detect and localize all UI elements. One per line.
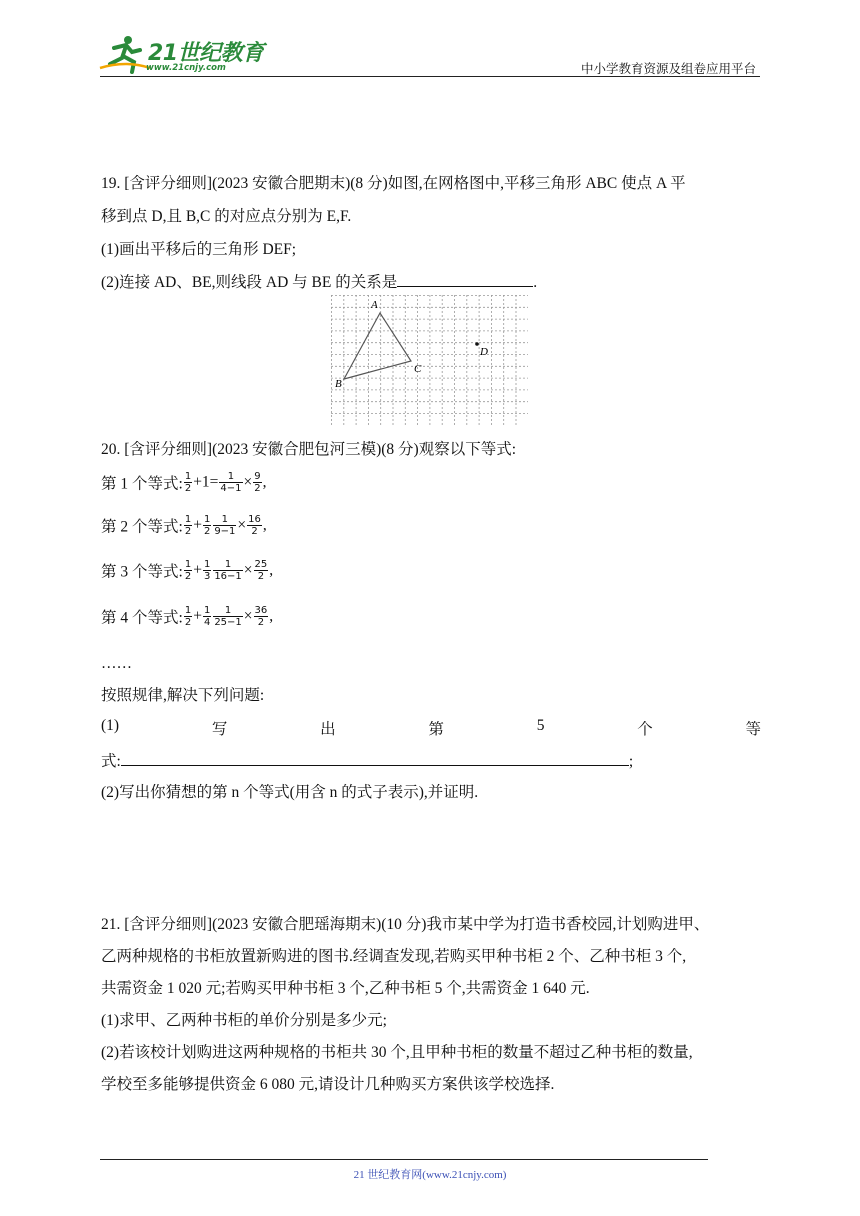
times-sign: × <box>243 561 253 579</box>
q20-part1-word: (1) <box>101 717 120 734</box>
fraction-square <box>247 514 262 537</box>
q20-part1-word: 出 <box>320 721 336 738</box>
operator: + <box>193 516 202 534</box>
q20-part1-end: ; <box>628 753 634 770</box>
q20-part1-word: 第 <box>428 721 444 738</box>
fraction-square <box>254 605 269 628</box>
denominator: 3 <box>203 571 211 582</box>
label-b: B <box>335 378 342 390</box>
denominator: 2 <box>203 526 211 537</box>
denominator: 4−1 <box>220 483 242 494</box>
numerator: 36 <box>254 605 268 616</box>
q21-part1: (1)求甲、乙两种书柜的单价分别是多少元; <box>101 1012 387 1029</box>
denominator: 9−1 <box>214 526 236 537</box>
denominator: 2 <box>184 617 192 628</box>
q21-stem-line3: 共需资金 1 020 元;若购买甲种书柜 3 个,乙种书柜 5 个,共需资金 1 640 元. <box>101 980 590 997</box>
comma: , <box>269 607 274 625</box>
header-divider <box>100 76 760 77</box>
q19-part2-suffix: . <box>533 274 538 291</box>
q19-part2 <box>101 272 537 293</box>
numerator: 1 <box>203 605 211 616</box>
denominator: 2 <box>257 617 265 628</box>
denominator: 2 <box>257 571 265 582</box>
q21-part2-line1: (2)若该校计划购进这两种规格的书柜共 30 个,且甲种书柜的数量不超过乙种书柜的数量, <box>101 1044 693 1061</box>
q20-part1-word: 个 <box>637 721 653 738</box>
label-c: C <box>414 363 422 375</box>
footer-divider <box>100 1159 708 1160</box>
q19-stem-line1: 19. [含评分细则](2023 安徽合肥期末)(8 分)如图,在网格图中,平移三角形 ABC 使点 A 平 <box>101 175 686 192</box>
q19-part1: (1)画出平移后的三角形 DEF; <box>101 241 297 258</box>
equation-line <box>101 514 267 537</box>
q20-part1-cont: 式: <box>101 753 121 770</box>
fraction-reciprocal <box>219 471 242 494</box>
triangle-abc <box>344 313 411 379</box>
fraction-reciprocal <box>213 605 242 628</box>
fraction-half <box>184 514 192 537</box>
numerator: 1 <box>184 605 192 616</box>
fraction-square <box>254 559 269 582</box>
fraction-term <box>203 514 211 537</box>
equation-label: 第 1 个等式: <box>101 475 183 493</box>
label-a: A <box>371 299 378 311</box>
q20-instruction: 按照规律,解决下列问题: <box>101 687 265 704</box>
numerator: 1 <box>184 471 192 482</box>
equation-label: 第 2 个等式: <box>101 518 183 536</box>
numerator: 25 <box>254 559 268 570</box>
denominator: 16−1 <box>214 571 242 582</box>
q20-part1-word: 等 <box>745 721 761 738</box>
logo-text: 21世纪教育 <box>148 41 264 66</box>
operator: + <box>193 607 202 625</box>
footer-text: 21 世纪教育网(www.21cnjy.com) <box>353 1169 507 1181</box>
denominator: 2 <box>184 526 192 537</box>
q20-part1-word: 写 <box>211 721 228 738</box>
numerator: 1 <box>213 559 242 571</box>
denominator: 25−1 <box>214 617 242 628</box>
fraction-half <box>184 471 192 494</box>
fraction-reciprocal <box>213 514 236 537</box>
label-d: D <box>480 346 488 358</box>
comma: , <box>262 516 267 534</box>
q19-answer-blank <box>397 272 533 287</box>
ellipsis: …… <box>101 655 132 672</box>
numerator: 16 <box>248 514 261 525</box>
logo-url: www.21cnjy.com <box>146 63 226 73</box>
q20-part2: (2)写出你猜想的第 n 个等式(用含 n 的式子表示),并证明. <box>101 784 479 801</box>
q20-part1-justified <box>101 717 761 739</box>
grid-figure <box>331 295 528 425</box>
times-sign: × <box>243 473 253 491</box>
operator: +1= <box>193 473 219 491</box>
q19-part2-prefix: (2)连接 AD、BE,则线段 AD 与 BE 的关系是 <box>101 274 398 291</box>
point-d <box>475 342 479 346</box>
fraction-term <box>203 605 211 628</box>
q20-answer-blank <box>121 751 629 766</box>
comma: , <box>269 561 274 579</box>
numerator: 1 <box>219 471 242 483</box>
fraction-reciprocal <box>213 559 242 582</box>
q20-title: 20. [含评分细则](2023 安徽合肥包河三模)(8 分)观察以下等式: <box>101 441 517 458</box>
q19-stem-line2: 移到点 D,且 B,C 的对应点分别为 E,F. <box>101 208 352 225</box>
operator: + <box>193 561 202 579</box>
numerator: 1 <box>203 559 211 570</box>
denominator: 2 <box>184 483 192 494</box>
fraction-half <box>184 605 192 628</box>
fraction-half <box>184 559 192 582</box>
equation-line <box>101 605 273 628</box>
times-sign: × <box>237 516 247 534</box>
numerator: 1 <box>184 514 192 525</box>
denominator: 2 <box>254 483 261 494</box>
q20-part1-answer <box>101 751 633 772</box>
denominator: 2 <box>251 526 258 537</box>
equation-line <box>101 559 273 582</box>
numerator: 1 <box>203 514 211 525</box>
numerator: 9 <box>254 471 261 482</box>
q21-stem-line2: 乙两种规格的书柜放置新购进的图书.经调查发现,若购买甲种书柜 2 个、乙种书柜 3 个, <box>101 948 687 965</box>
numerator: 1 <box>184 559 192 570</box>
q21-stem-line1: 21. [含评分细则](2023 安徽合肥瑶海期末)(10 分)我市某中学为打造书香校园,计划购进甲、 <box>101 916 710 933</box>
equation-label: 第 4 个等式: <box>101 609 183 627</box>
q21-part2-line2: 学校至多能够提供资金 6 080 元,请设计几种购买方案供该学校选择. <box>101 1076 555 1093</box>
times-sign: × <box>243 607 253 625</box>
fraction-square <box>253 471 261 494</box>
comma: , <box>262 473 267 491</box>
equation-label: 第 3 个等式: <box>101 563 183 581</box>
fraction-term <box>203 559 211 582</box>
numerator: 1 <box>213 514 236 526</box>
denominator: 4 <box>203 617 211 628</box>
equation-line <box>101 471 267 494</box>
site-name: 中小学教育资源及组卷应用平台 <box>580 62 756 76</box>
denominator: 2 <box>184 571 192 582</box>
numerator: 1 <box>213 605 242 617</box>
q20-part1-word: 5 <box>536 717 545 734</box>
